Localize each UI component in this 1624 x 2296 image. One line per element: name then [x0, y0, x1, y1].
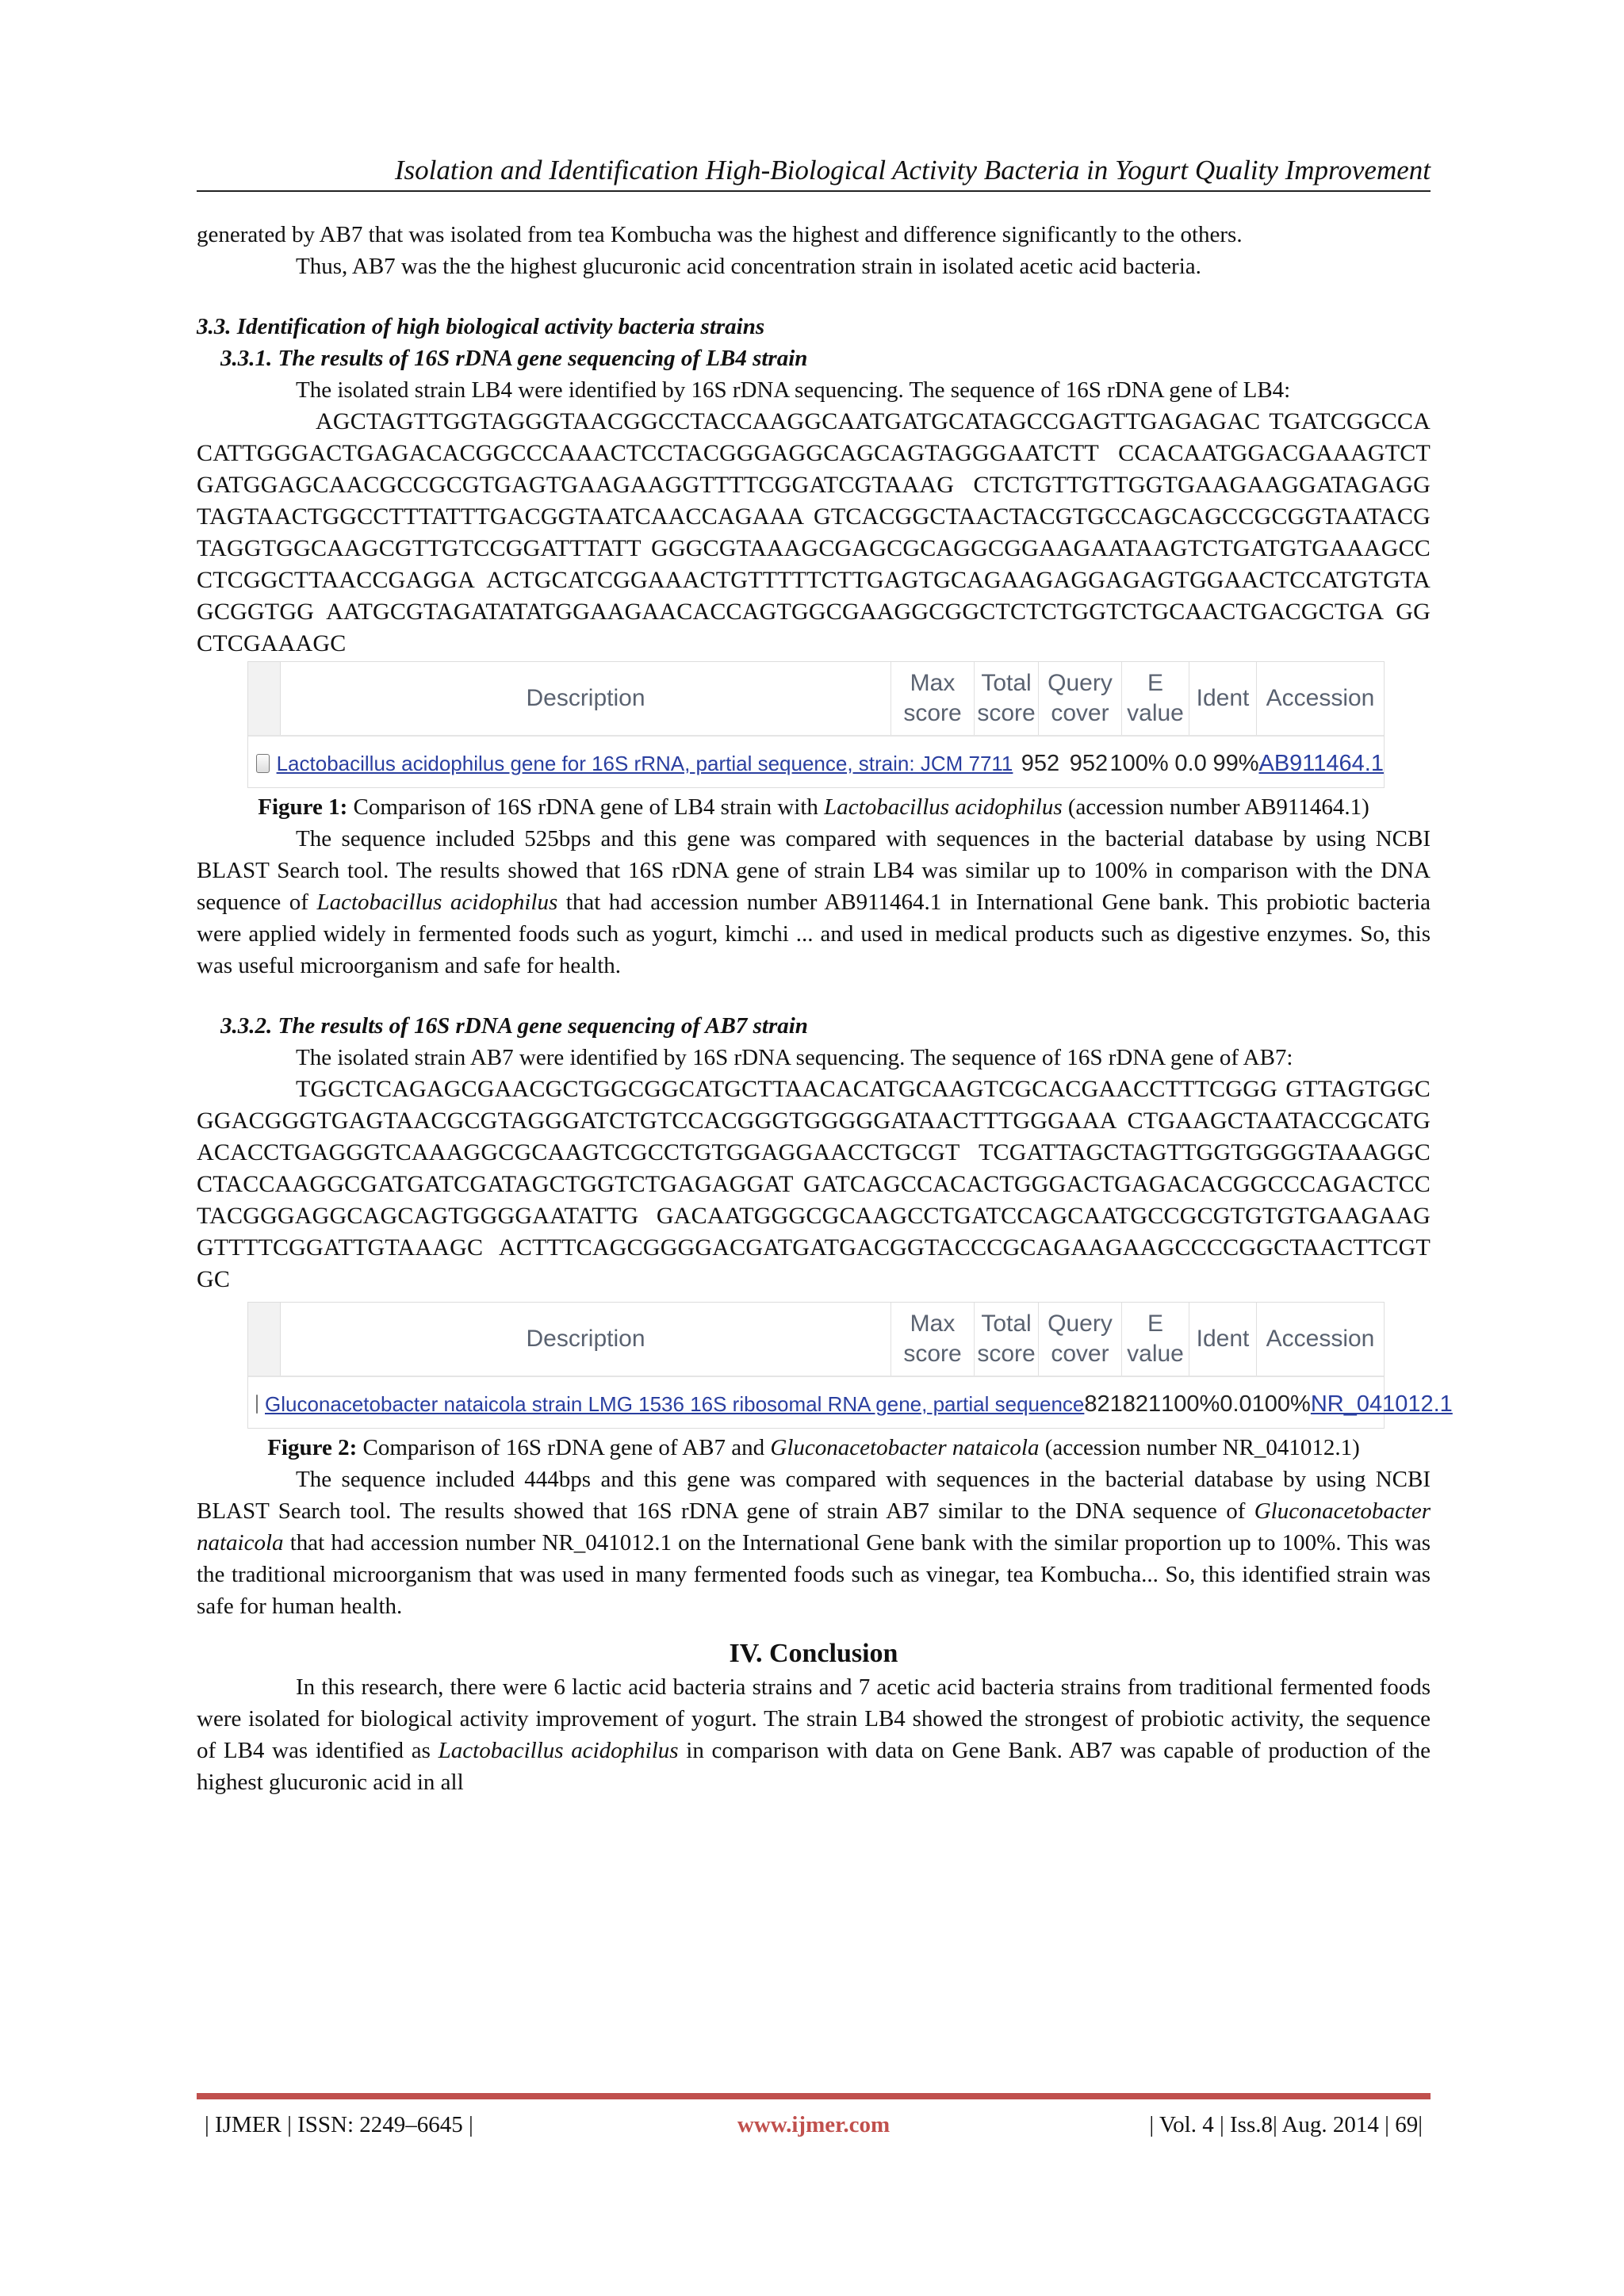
footer-rule: [197, 2093, 1431, 2099]
ab7-intro: The isolated strain AB7 were identified by 16S rDNA sequencing. The sequence of 16S rDNA gene of AB7:: [296, 1045, 1293, 1070]
e-value-value: 0.0: [1174, 751, 1207, 776]
col-query-cover: Query cover: [1039, 1303, 1122, 1376]
figure-2-caption: Figure 2: Comparison of 16S rDNA gene of AB7 and Gluconacetobacter nataicola (accession number NR_041012.1): [267, 1435, 1360, 1460]
col-accession: Accession: [1266, 1326, 1375, 1352]
lb4-discussion: The sequence included 525bps and this gene was compared with sequences in the bacterial database by using NCBI BLAST Search tool. The results showed that 16S rDNA gene of strain LB4 was similar up to 100% in comparison with the DNA sequence of Lactobacillus acidophilus that had accession number AB911464.1 in International Gene bank. This probiotic bacteria were applied widely in fermented foods such as yogurt, kimchi ... and used in medical products such as digestive enzymes. So, this was useful microorganism and safe for health.: [197, 826, 1431, 978]
subsection-heading-3-3-2: 3.3.2. The results of 16S rDNA gene sequencing of AB7 strain: [220, 1013, 808, 1039]
blast-header-row: [248, 1303, 1384, 1377]
intro-paragraph-2: Thus, AB7 was the the highest glucuronic acid concentration strain in isolated acetic acid bacteria.: [296, 254, 1201, 279]
table-row: [248, 1377, 1453, 1428]
total-score-value: 821: [1122, 1391, 1162, 1417]
col-e-value: E value: [1122, 662, 1189, 735]
intro-paragraph-1: generated by AB7 that was isolated from tea Kombucha was the highest and difference significantly to the others.: [197, 222, 1243, 247]
accession-link[interactable]: AB911464.1: [1258, 751, 1384, 776]
max-score-value: 952: [1021, 751, 1060, 776]
subsection-heading-3-3-1: 3.3.1. The results of 16S rDNA gene sequencing of LB4 strain: [220, 346, 808, 371]
col-accession: Accession: [1266, 685, 1375, 711]
col-ident: Ident: [1189, 1303, 1257, 1376]
section-heading-3-3: 3.3. Identification of high biological activity bacteria strains: [197, 314, 765, 339]
col-description: Description: [281, 1303, 891, 1376]
spacer: [197, 282, 1431, 311]
col-total-score: Total score: [975, 1303, 1039, 1376]
ab7-discussion: The sequence included 444bps and this gene was compared with sequences in the bacterial database by using NCBI BLAST Search tool. The results showed that 16S rDNA gene of strain AB7 similar to the DNA sequence of Gluconacetobacter nataicola that had accession number NR_041012.1 on the International Gene bank with the similar proportion up to 100%. This was the traditional microorganism that was used in many fermented foods such as vinegar, tea Kombucha... So, this identified strain was safe for human health.: [197, 1467, 1431, 1619]
total-score-value: 952: [1069, 751, 1109, 776]
result-description-link[interactable]: Lactobacillus acidophilus gene for 16S rRNA, partial sequence, strain: JCM 7711: [276, 752, 1013, 775]
e-value-value: 0.0: [1220, 1391, 1252, 1417]
spacer: [197, 982, 1431, 1010]
col-total-score: Total score: [975, 662, 1039, 735]
figure-1-label: Figure 1:: [258, 794, 348, 820]
figure-1-caption: Figure 1: Comparison of 16S rDNA gene of LB4 strain with Lactobacillus acidophilus (accession number AB911464.1): [258, 794, 1369, 820]
page-footer: [197, 2109, 1431, 2141]
ident-value: 100%: [1251, 1391, 1311, 1417]
table-row: [248, 737, 1384, 787]
footer-volume-page: | Vol. 4 | Iss.8| Aug. 2014 | 69|: [1149, 2112, 1423, 2137]
col-max-score: Max score: [891, 662, 975, 735]
query-cover-value: 100%: [1161, 1391, 1220, 1417]
figure-2-label: Figure 2:: [267, 1435, 358, 1460]
accession-link[interactable]: NR_041012.1: [1310, 1391, 1453, 1417]
query-cover-value: 100%: [1109, 751, 1169, 776]
lb4-intro: The isolated strain LB4 were identified by 16S rDNA sequencing. The sequence of 16S rDNA gene of LB4:: [296, 377, 1291, 403]
col-max-score: Max score: [891, 1303, 975, 1376]
footer-journal-info: | IJMER | ISSN: 2249–6645 |: [205, 2112, 473, 2137]
ident-value: 99%: [1212, 751, 1259, 776]
col-e-value: E value: [1122, 1303, 1189, 1376]
blast-header-row: [248, 662, 1384, 737]
conclusion-heading: IV. Conclusion: [729, 1639, 898, 1668]
lb4-sequence: AGCTAGTTGGTAGGGTAACGGCCTACCAAGGCAATGATGCATAGCCGAGTTGAGAGAC TGATCGGCCACATTGGGACTGAGACACGGCCCAAACTCCTACGGGAGGCAGCAGTAGGGAATCTT CCACAATGGACGAAAGTCTGATGGAGCAACGCCGCGTGAGTGAAGAAGGTTTTCGGATCGTAAAG CTCTGTTGTTGGTGAAGAAGGATAGAGGTAGTAACTGGCCTTTATTTGACGGTAATCAACCAGAAA GTCACGGCTAACTACGTGCCAGCAGCCGCGGTAATACGTAGGTGGCAAGCGTTGTCCGGATTTATT GGGCGTAAAGCGAGCGCAGGCGGAAGAATAAGTCTGATGTGAAAGCCCTCGGCTTAACCGAGGA ACTGCATCGGAAACTGTTTTTCTTGAGTGCAGAAGAGGAGAGTGGAACTCCATGTGTAGCGGTGG AATGCGTAGATATATGGAAGAACACCAGTGGCGAAGGCGGCTCTCTGGTCTGCAACTGACGCTGA GGCTCGAAAGC: [197, 408, 1431, 656]
max-score-value: 821: [1084, 1391, 1123, 1417]
conclusion-paragraph: In this research, there were 6 lactic acid bacteria strains and 7 acetic acid bacteria strains from traditional fermented foods were isolated for biological activity improvement of yogurt. The strain LB4 showed the strongest of probiotic activity, the sequence of LB4 was identified as Lactobacillus acidophilus in comparison with data on Gene Bank. AB7 was capable of production of the highest glucuronic acid in all: [197, 1674, 1431, 1795]
footer-website: www.ijmer.com: [737, 2112, 891, 2137]
ab7-sequence: TGGCTCAGAGCGAACGCTGGCGGCATGCTTAACACATGCAAGTCGCACGAACCTTTCGGG GTTAGTGGCGGACGGGTGAGTAACGCGTAGGGATCTGTCCACGGGTGGGGGATAACTTTGGGAAA CTGAAGCTAATACCGCATGACACCTGAGGGTCAAAGGCGCAAGTCGCCTGTGGAGGAACCTGCGT TCGATTAGCTAGTTGGTGGGGTAAAGGCCTACCAAGGCGATGATCGATAGCTGGTCTGAGAGGAT GATCAGCCACACTGGGACTGAGACACGGCCCAGACTCCTACGGGAGGCAGCAGTGGGGAATATTG GACAATGGGCGCAAGCCTGATCCAGCAATGCCGCGTGTGTGAAGAAGGTTTTCGGATTGTAAAGC ACTTTCAGCGGGGACGATGATGACGGTACCCGCAGAAGAAGCCCCGGCTAACTTCGTGC: [197, 1076, 1431, 1292]
col-ident: Ident: [1189, 662, 1257, 735]
blast-result-table-ab7: [247, 1302, 1453, 1429]
row-select-checkbox[interactable]: [256, 754, 270, 773]
running-header: Isolation and Identification High-Biological Activity Bacteria in Yogurt Quality Improvement: [394, 155, 1431, 186]
col-query-cover: Query cover: [1039, 662, 1122, 735]
result-description-link[interactable]: Gluconacetobacter nataicola strain LMG 1536 16S ribosomal RNA gene, partial sequence: [265, 1392, 1085, 1416]
blast-result-table-lb4: [247, 661, 1385, 788]
row-select-checkbox[interactable]: [256, 1395, 258, 1414]
page-body: [197, 219, 1453, 1798]
col-description: Description: [281, 662, 891, 735]
header-rule: [197, 190, 1431, 192]
